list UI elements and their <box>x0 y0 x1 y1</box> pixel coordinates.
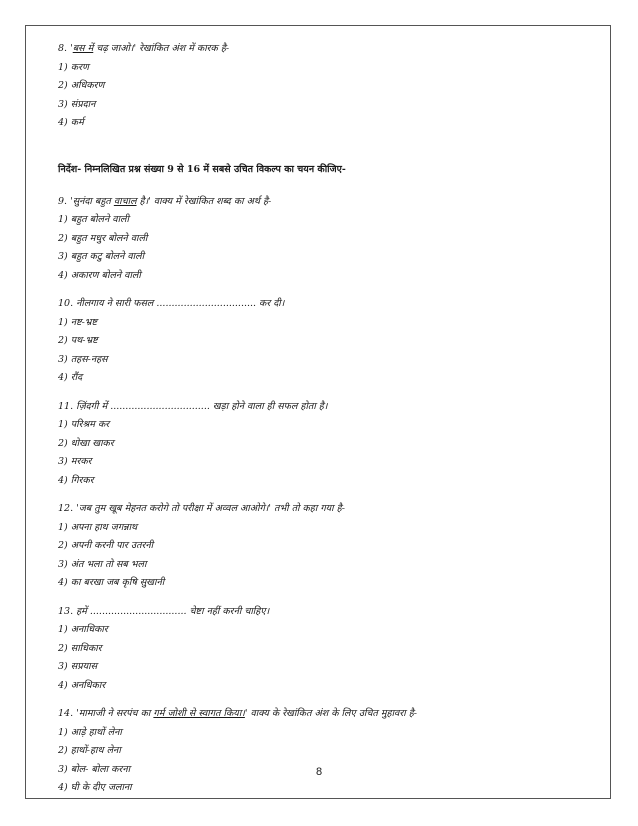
question-9-text: 9. 'सुनंदा बहुत वाचाल है।' वाक्य में रेखांकित शब्द का अर्थ है- <box>58 195 272 207</box>
option: 3) बहुत कटु बोलने वाली <box>58 251 145 262</box>
page-number: 8 <box>315 766 323 778</box>
question-9 <box>58 193 578 286</box>
option: 3) सप्रयास <box>58 661 97 672</box>
option: 1) परिश्रम कर <box>58 419 110 430</box>
option: 3) संप्रदान <box>58 98 96 110</box>
underlined-phrase: गर्म जोशी से स्वागत किया। <box>153 708 245 719</box>
question-14-text: 14. 'मामाजी ने सरपंच का गर्म जोशी से स्वागत किया।' वाक्य के रेखांकित अंश के लिए उचित मुहावरा है- <box>58 708 417 719</box>
option: 2) हाथों-हाथ लेना <box>58 745 121 756</box>
option: 2) साधिकार <box>58 642 102 654</box>
option: 3) तहस-नहस <box>58 353 108 365</box>
question-10 <box>58 295 578 388</box>
underlined-word: वाचाल <box>113 195 137 207</box>
option: 2) अपनी करनी पार उतरनी <box>58 540 154 551</box>
option: 1) बहुत बोलने वाली <box>58 214 129 225</box>
option: 4) अनधिकार <box>58 679 106 691</box>
option: 4) गिरकर <box>58 474 94 486</box>
option: 4) का बरखा जब कृषि सुखानी <box>58 577 165 588</box>
option: 4) कर्म <box>58 117 84 128</box>
option: 1) नष्ट-भ्रष्ट <box>58 316 98 328</box>
question-11-text: 11. ज़िंदगी में ................................. खड़ा होने वाला ही सफल होता है। <box>58 400 328 412</box>
option: 2) अधिकरण <box>58 80 105 91</box>
option: 2) धोखा खाकर <box>58 437 114 449</box>
question-10-text: 10. नीलगाय ने सारी फसल ................................. कर दी। <box>58 298 285 309</box>
document-content <box>58 40 578 798</box>
question-12 <box>58 500 578 593</box>
underlined-phrase: बस में <box>72 43 94 54</box>
option: 2) पथ-भ्रष्ट <box>58 335 98 346</box>
question-8 <box>58 40 578 133</box>
option: 4) घी के दीए जलाना <box>58 782 132 793</box>
option: 3) बोल- बोला करना <box>58 763 131 775</box>
option: 3) अंत भला तो सब भला <box>58 558 147 570</box>
question-12-text: 12. 'जब तुम खूब मेहनत करोगे तो परीक्षा में अव्वल आओगे।' तभी तो कहा गया है- <box>58 503 345 514</box>
question-13 <box>58 603 578 696</box>
option: 3) मरकर <box>58 456 92 467</box>
option: 1) करण <box>58 61 89 73</box>
question-11 <box>58 398 578 491</box>
instruction-heading: निर्देश- निम्नलिखित प्रश्न संख्या 9 से 16 में सबसे उचित विकल्प का चयन कीजिए- <box>58 164 346 175</box>
option: 1) अनाधिकार <box>58 624 108 635</box>
option: 4) अकारण बोलने वाली <box>58 269 141 281</box>
option: 4) रौंद <box>58 372 83 383</box>
option: 1) आड़े हाथों लेना <box>58 726 122 738</box>
option: 1) अपना हाथ जगन्नाथ <box>58 521 138 533</box>
question-14 <box>58 705 578 798</box>
question-8-text: 8. 'बस में चढ़ जाओ।' रेखांकित अंश में कारक है- <box>58 43 230 54</box>
question-13-text: 13. हमें ................................ चेष्टा नहीं करनी चाहिए। <box>58 605 270 617</box>
option: 2) बहुत मधुर बोलने वाली <box>58 232 148 244</box>
